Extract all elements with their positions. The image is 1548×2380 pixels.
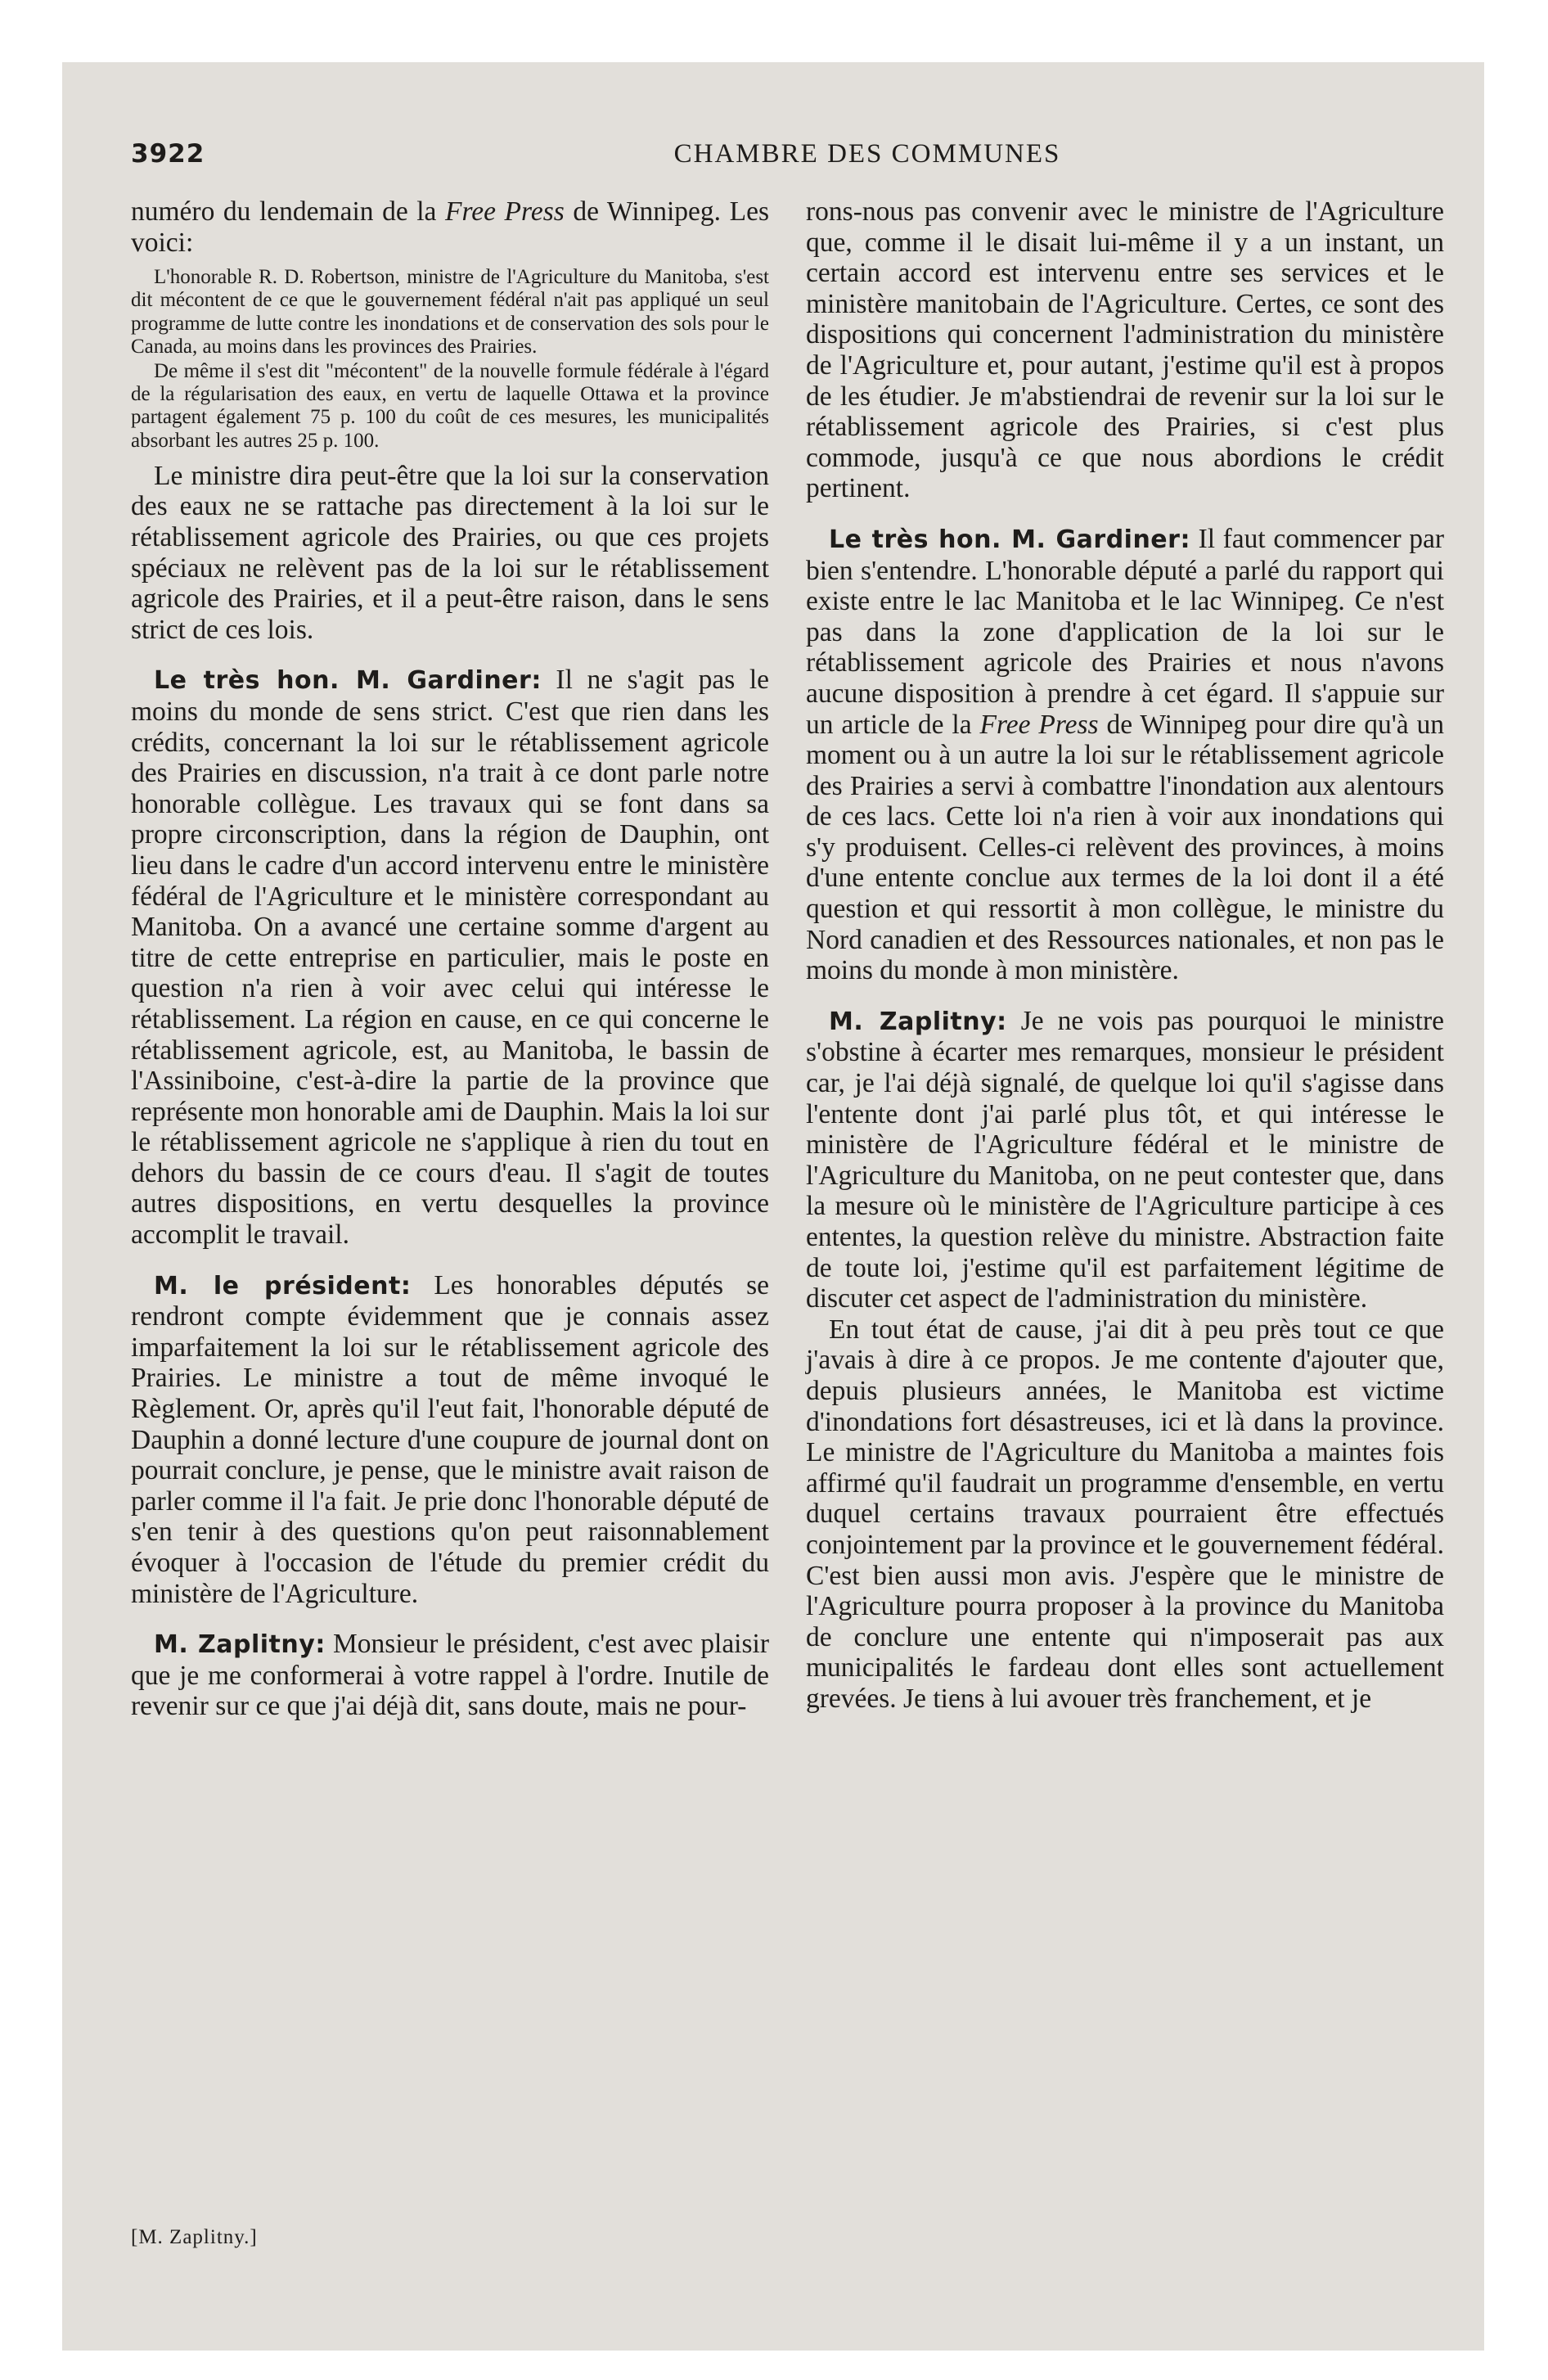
text-run: numéro du lendemain de la	[131, 196, 445, 227]
page-content	[131, 131, 1473, 2341]
speaker-name: M. le président:	[154, 1271, 412, 1300]
speech-text: Il ne s'agit pas le moins du monde de sens strict. C'est que rien dans les crédits, concernant la loi sur le rétablissement agricole des Prairies en discussion, n'a trait à ce dont parle notre honorable collègue. Les travaux qui se font dans sa propre circonscription, dans la région de Dauphin, ont lieu dans le cadre d'un accord intervenu entre le ministère fédéral de l'Agriculture et le ministère correspondant au Manitoba. On a avancé une certaine somme d'argent au titre de cette entreprise en particulier, mais le poste en question n'a rien à voir avec celui qui intéresse le rétablissement. La région en cause, en ce qui concerne le rétablissement agricole, est, au Manitoba, le bassin de l'Assiniboine, c'est-à-dire la partie de la province que représente mon honorable ami de Dauphin. Mais la loi sur le rétablissement agricole ne s'applique à rien du tout en dehors du bassin de ce cours d'eau. Il s'agit de toutes autres dispositions, en vertu desquelles la province accomplit le travail.	[131, 665, 769, 1251]
quoted-passage: L'honorable R. D. Robertson, ministre de l'Agriculture du Manitoba, s'est dit mécontent de ce que le gouvernement fédéral n'ait pas appliqué un seul programme de lutte contre les inondations et de conservation des sols pour le Canada, au moins dans les provinces des Prairies.	[131, 266, 769, 358]
paragraph: En tout état de cause, j'ai dit à peu près tout ce que j'avais à dire à ce propos. Je me contente d'ajouter que, depuis plusieurs années, le Manitoba est victime d'inondations fort désastreuses, ici et là dans la province. Le ministre de l'Agriculture du Manitoba a maintes fois affirmé qu'il faudrait un programme d'ensemble, en vertu duquel certains travaux pourraient être effectués conjointement par la province et le gouvernement fédéral. C'est bien aussi mon avis. J'espère que le ministre de l'Agriculture pourra proposer à la province du Manitoba de conclure une entente qui n'imposerait pas aux municipalités le fardeau dont elles sont actuellement grevées. Je tiens à lui avouer très franchement, et je	[806, 1314, 1444, 1714]
speaker-name: M. Zaplitny:	[154, 1630, 326, 1660]
speaker-footer: [M. Zaplitny.]	[131, 2226, 258, 2248]
speech-paragraph	[131, 1629, 769, 1722]
speech-text: de Winnipeg pour dire qu'à un moment ou à un autre la loi sur le rétablissement agricole des Prairies a servi à combattre l'inondation aux alentours de ces lacs. Cette loi n'a rien à voir aux inondations qui s'y produisent. Celles-ci relèvent des provinces, à moins d'une entente conclue aux termes de la loi dont il a été question et qui ressortit à mon collègue, le ministre du Nord canadien et des Ressources nationales, et non pas le moins du monde à mon ministère.	[806, 709, 1445, 986]
speech-text: Les honorables députés se rendront compte évidemment que je connais assez imparfaitement la loi sur le rétablissement agricole des Prairies. Le ministre a tout de même invoqué le Règlement. Or, après qu'il l'eut fait, l'honorable député de Dauphin a donné lecture d'une coupure de journal dont on pourrait conclure, je pense, que le ministre avait raison de parler comme il l'a fait. Je prie donc l'honorable député de s'en tenir à des questions qu'on peut raisonnablement évoquer à l'occasion de l'étude du premier crédit du ministère de l'Agriculture.	[131, 1269, 769, 1609]
speaker-name: Le très hon. M. Gardiner:	[154, 666, 542, 696]
left-column	[131, 196, 769, 1722]
page-header	[131, 139, 1473, 180]
speech-paragraph	[806, 1006, 1444, 1314]
running-title: CHAMBRE DES COMMUNES	[673, 139, 1061, 169]
page-number: 3922	[131, 139, 205, 169]
speaker-name: M. Zaplitny:	[829, 1007, 1007, 1036]
speech-text: Je ne vois pas pourquoi le ministre s'obstine à écarter mes remarques, monsieur le président car, je l'ai déjà signalé, de quelque loi qu'il s'agisse dans l'entente dont j'ai parlé plus tôt, et qui intéresse le ministère de l'Agriculture fédéral et le ministre de l'Agriculture du Manitoba, on ne peut contester que, dans la mesure où le ministère de l'Agriculture participe à ces ententes, la question relève du ministre. Abstraction faite de toute loi, j'estime qu'il est parfaitement légitime de discuter cet aspect de l'administration du ministère.	[806, 1005, 1444, 1314]
paragraph: rons-nous pas convenir avec le ministre de l'Agriculture que, comme il le disait lui-même il y a un instant, un certain accord est intervenu entre ses services et le ministère manitobain de l'Agriculture. Certes, ce sont des dispositions qui concernent l'administration du ministère de l'Agriculture et, pour autant, j'estime qu'il est à propos de les étudier. Je m'abstiendrai de revenir sur la loi sur le rétablissement agricole des Prairies, si c'est plus commode, jusqu'à ce que nous abordions le crédit pertinent.	[806, 196, 1444, 504]
speaker-name: Le très hon. M. Gardiner:	[829, 525, 1190, 554]
speech-paragraph	[131, 665, 769, 1250]
text-run: de Winnipeg. Les voici:	[131, 196, 769, 258]
newspaper-title: Free Press	[979, 709, 1099, 740]
speech-text: Monsieur le président, c'est avec plaisir que je me conformerai à votre rappel à l'ordre. Inutile de revenir sur ce que j'ai déjà dit, sans doute, mais ne pour-	[131, 1629, 769, 1722]
speech-paragraph	[131, 1270, 769, 1610]
speech-paragraph	[806, 524, 1444, 986]
right-column	[806, 196, 1444, 1715]
paragraph: Le ministre dira peut-être que la loi sur la conservation des eaux ne se rattache pas directement à la loi sur le rétablissement agricole des Prairies, ou que ces projets spéciaux ne relèvent pas de la loi sur le rétablissement agricole des Prairies, et il a peut-être raison, dans le sens strict de ces lois.	[131, 460, 769, 645]
quoted-passage: De même il s'est dit "mécontent" de la nouvelle formule fédérale à l'égard de la régularisation des eaux, en vertu de laquelle Ottawa et la province partagent également 75 p. 100 du coût de ces mesures, les municipalités absorbant les autres 25 p. 100.	[131, 360, 769, 452]
speech-text: Il faut commencer par bien s'entendre. L'honorable député a parlé du rapport qui existe entre le lac Manitoba et le lac Winnipeg. Ce n'est pas dans la zone d'application de la loi sur le rétablissement agricole des Prairies et nous n'avons aucune disposition à prendre à cet égard. Il s'appuie sur un article de la	[806, 523, 1444, 740]
paragraph	[131, 196, 769, 258]
newspaper-title: Free Press	[445, 196, 565, 227]
